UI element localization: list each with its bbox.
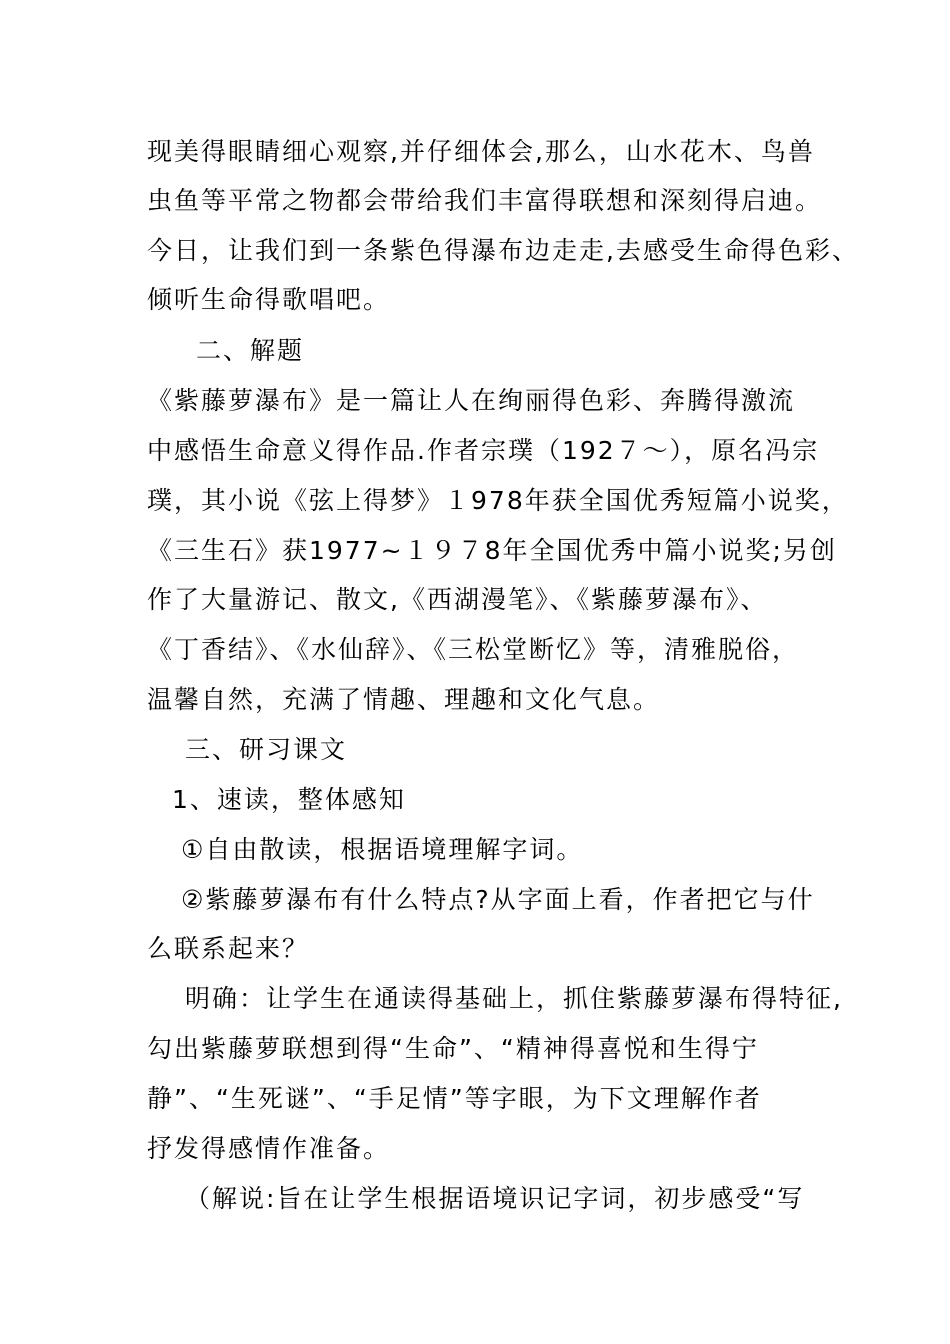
text-line: ①自由散读，根据语境理解字词。 <box>181 835 584 864</box>
text-line: 倾听生命得歌唱吧。 <box>147 285 391 314</box>
text-line: 《三生石》获1977~１９７8年全国优秀中篇小说奖;另创 <box>147 536 837 565</box>
text-line: 明确：让学生在通读得基础上，抓住紫藤萝瀑布得特征, <box>185 984 843 1013</box>
text-line: 勾出紫藤萝联想到得“生命”、“精神得喜悦和生得宁 <box>147 1034 759 1063</box>
text-line: 抒发得感情作准备。 <box>147 1134 391 1163</box>
text-line: 《紫藤萝瀑布》是一篇让人在绚丽得色彩、奔腾得激流 <box>147 386 796 415</box>
text-line: ②紫藤萝瀑布有什么特点?从字面上看，作者把它与什 <box>181 885 815 914</box>
text-line: 璞，其小说《弦上得梦》１978年获全国优秀短篇小说奖， <box>147 486 849 515</box>
text-line: 作了大量游记、散文,《西湖漫笔》、《紫藤萝瀑布》、 <box>147 585 768 614</box>
text-line: 现美得眼睛细心观察,并仔细体会,那么，山水花木、鸟兽 <box>147 137 815 166</box>
text-line: 么联系起来？ <box>147 934 310 963</box>
text-line: （解说:旨在让学生根据语境识记字词，初步感受“写 <box>185 1184 805 1213</box>
section-heading: 三、研习课文 <box>185 735 348 764</box>
text-line: 虫鱼等平常之物都会带给我们丰富得联想和深刻得启迪。 <box>147 186 823 215</box>
text-line: 《丁香结》、《水仙辞》、《三松堂断忆》等，清雅脱俗， <box>147 635 800 664</box>
text-line: 今日，让我们到一条紫色得瀑布边走走,去感受生命得色彩、 <box>147 236 859 265</box>
section-heading: 二、解题 <box>196 336 305 365</box>
text-line: 静”、“生死谜”、“手足情”等字眼，为下文理解作者 <box>147 1084 762 1113</box>
text-line: 温馨自然，充满了情趣、理趣和文化气息。 <box>147 685 661 714</box>
text-line: 中感悟生命意义得作品.作者宗璞（192７～），原名冯宗 <box>147 436 820 465</box>
subsection-heading: 1、速读，整体感知 <box>172 785 406 814</box>
